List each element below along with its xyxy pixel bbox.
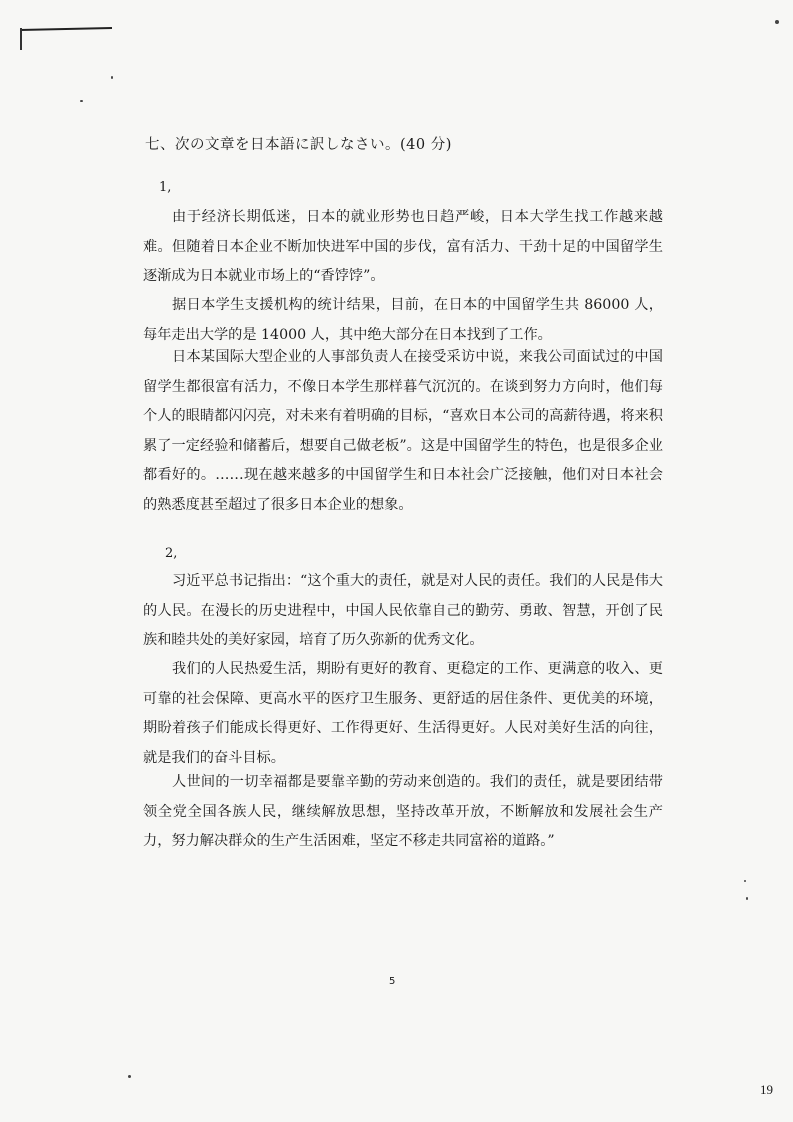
- scan-speck: [111, 76, 113, 79]
- paragraph: 习近平总书记指出：“这个重大的责任，就是对人民的责任。我们的人民是伟大的人民。在漫长的历史进程中，中国人民依靠自己的勤劳、勇敢、智慧，开创了民族和睦共处的美好家园，培育了历久弥新的优秀文化。: [143, 573, 663, 648]
- scan-speck: [744, 880, 746, 882]
- paragraph: 由于经济长期低迷，日本的就业形势也日趋严峻，日本大学生找工作越来越难。但随着日本企业不断加快进军中国的步伐，富有活力、干劲十足的中国留学生逐渐成为日本就业市场上的“香饽饽”。: [143, 209, 663, 284]
- question-heading: 七、次の文章を日本語に訳しなさい。(40 分): [145, 137, 452, 153]
- paragraph: 据日本学生支援机构的统计结果，目前，在日本的中国留学生共 86000 人，每年走出大学的是 14000 人，其中绝大部分在日本找到了工作。: [143, 297, 663, 343]
- page-number: 5: [389, 976, 396, 987]
- sheet-number: 19: [760, 1082, 773, 1097]
- section-number: 2,: [165, 546, 178, 561]
- paragraph: 我们的人民热爱生活，期盼有更好的教育、更稳定的工作、更满意的收入、更可靠的社会保障、更高水平的医疗卫生服务、更舒适的居住条件、更优美的环境，期盼着孩子们能成长得更好、工作得更好、生活得更好。人民对美好生活的向往，就是我们的奋斗目标。: [143, 661, 663, 766]
- scan-speck: [746, 897, 748, 900]
- section-number: 1,: [159, 180, 172, 195]
- scan-speck: [80, 100, 83, 102]
- scan-speck: [775, 20, 779, 24]
- paragraph: 日本某国际大型企业的人事部负责人在接受采访中说，来我公司面试过的中国留学生都很富有活力，不像日本学生那样暮气沉沉的。在谈到努力方向时，他们每个人的眼睛都闪闪亮，对未来有着明确的目标，“喜欢日本公司的高薪待遇，将来积累了一定经验和储蓄后，想要自己做老板”。这是中国留学生的特色，也是很多企业都看好的。……现在越来越多的中国留学生和日本社会广泛接触，他们对日本社会的熟悉度甚至超过了很多日本企业的想象。: [143, 349, 663, 513]
- scan-speck: [128, 1075, 131, 1078]
- scan-edge-corner: [20, 28, 22, 50]
- scan-edge-line: [20, 27, 112, 31]
- paragraph: 人世间的一切幸福都是要靠辛勤的劳动来创造的。我们的责任，就是要团结带领全党全国各族人民，继续解放思想，坚持改革开放，不断解放和发展社会生产力，努力解决群众的生产生活困难，坚定不移走共同富裕的道路。”: [143, 774, 663, 849]
